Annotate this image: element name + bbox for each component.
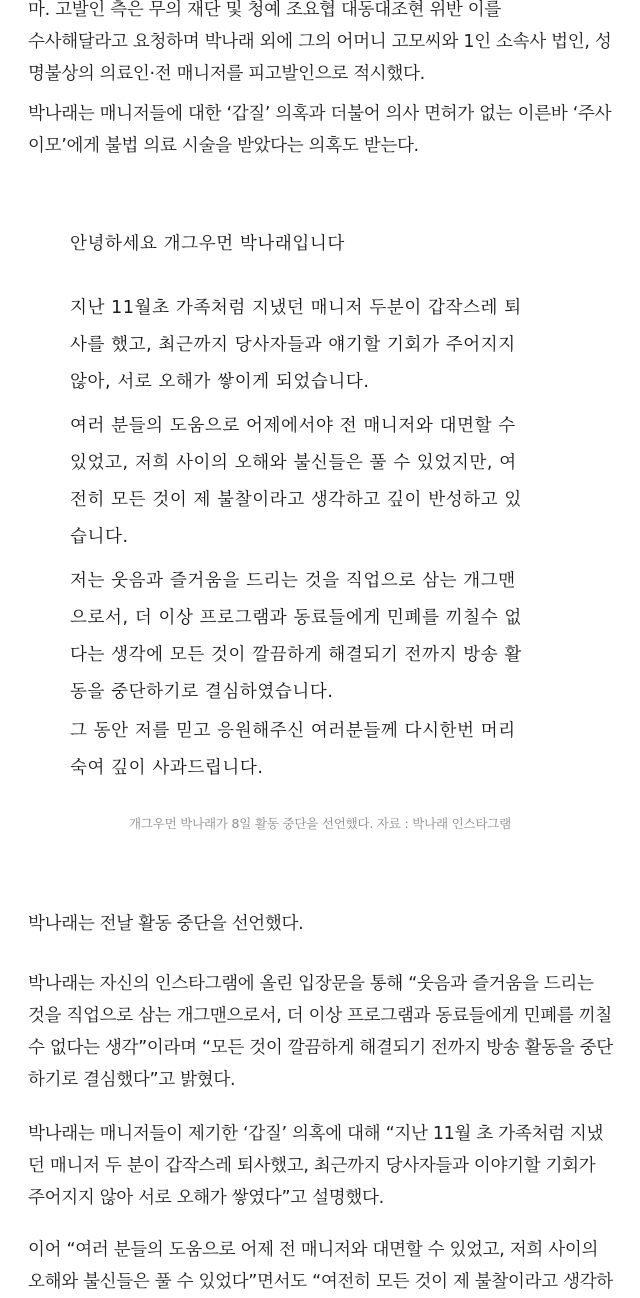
text-line: 마. 고발인 측은 무의 재단 및 청예 조요협 대동대조현 위반 이를 — [28, 0, 502, 20]
statement-paragraph — [70, 290, 590, 401]
text-line: 수 없다는 생각”이라며 “모든 것이 깔끔하게 해결되기 전까지 방송 활동을 중단 — [28, 1038, 613, 1058]
text-line: 하기로 결심했다”고 밝혔다. — [28, 1070, 236, 1090]
statement-line: 전히 모든 것이 제 불찰이라고 생각하고 깊이 반성하고 있 — [70, 490, 522, 510]
statement-line: 동을 중단하기로 결심하였습니다. — [70, 682, 334, 702]
statement-line: 사를 했고, 최근까지 당사자들과 얘기할 기회가 주어지지 — [70, 335, 516, 355]
text-line: 던 매니저 두 분이 갑작스레 퇴사했고, 최근까지 당사자들과 이야기할 기회가 — [28, 1156, 596, 1176]
text-line: 오해와 불신들은 풀 수 있었다”면서도 “여전히 모든 것이 제 불찰이라고 생각하 — [28, 1272, 613, 1292]
text-line: 박나래는 매니저들이 제기한 ‘갑질’ 의혹에 대해 “지난 11월 초 가족처럼 지냈 — [28, 1124, 604, 1144]
intro-paragraph — [28, 0, 616, 90]
statement-line: 여러 분들의 도움으로 어제에서야 전 매니저와 대면할 수 — [70, 416, 516, 436]
statement-paragraph — [70, 563, 590, 711]
statement-line: 있었고, 저희 사이의 오해와 불신들은 풀 수 있었지만, 여 — [70, 453, 517, 473]
statement-line: 저는 웃음과 즐거움을 드리는 것을 직업으로 삼는 개그맨 — [70, 571, 516, 591]
text-line: 박나래는 매니저들에 대한 ‘갑질’ 의혹과 더불어 의사 면허가 없는 이른바 ‘주사 — [28, 104, 612, 124]
text-line: 이어 “여러 분들의 도움으로 어제 전 매니저와 대면할 수 있었고, 저희 사이의 — [28, 1240, 599, 1260]
statement-line: 지난 11월초 가족처럼 지냈던 매니저 두분이 갑작스레 퇴 — [70, 298, 522, 318]
text-line: 박나래는 자신의 인스타그램에 올린 입장문을 통해 “웃음과 즐거움을 드리는 — [28, 974, 594, 994]
statement-line: 그 동안 저를 믿고 응원해주신 여러분들께 다시한번 머리 — [70, 721, 516, 741]
text-line: 주어지지 않아 서로 오해가 쌓였다”고 설명했다. — [28, 1188, 384, 1208]
body-paragraph — [28, 968, 616, 1096]
statement-line: 으로서, 더 이상 프로그램과 동료들에게 민폐를 끼칠수 없 — [70, 608, 522, 628]
text-line: 명불상의 의료인·전 매니저를 피고발인으로 적시했다. — [28, 64, 425, 84]
intro-paragraph — [28, 98, 616, 162]
text-line: 수사해달라고 요청하며 박나래 외에 그의 어머니 고모씨와 1인 소속사 법인, 성 — [28, 32, 612, 52]
image-caption: 개그우먼 박나래가 8일 활동 중단을 선언했다. 자료 : 박나래 인스타그램 — [129, 816, 511, 831]
body-paragraph — [28, 1118, 616, 1214]
statement-greeting — [70, 226, 590, 263]
text-line: 박나래는 전날 활동 중단을 선언했다. — [28, 914, 304, 934]
statement-paragraph — [70, 713, 590, 787]
statement-line: 숙여 깊이 사과드립니다. — [70, 758, 264, 778]
body-paragraph — [28, 1234, 616, 1298]
body-paragraph — [28, 908, 616, 940]
statement-line: 습니다. — [70, 527, 129, 547]
statement-paragraph — [70, 408, 590, 556]
statement-line: 다는 생각에 모든 것이 깔끔하게 해결되기 전까지 방송 활 — [70, 645, 522, 665]
statement-line: 안녕하세요 개그우먼 박나래입니다 — [70, 234, 345, 254]
text-line: 이모’에게 불법 의료 시술을 받았다는 의혹도 받는다. — [28, 136, 419, 156]
statement-line: 않아, 서로 오해가 쌓이게 되었습니다. — [70, 372, 370, 392]
text-line: 것을 직업으로 삼는 개그맨으로서, 더 이상 프로그램과 동료들에게 민폐를 끼칠 — [28, 1006, 612, 1026]
